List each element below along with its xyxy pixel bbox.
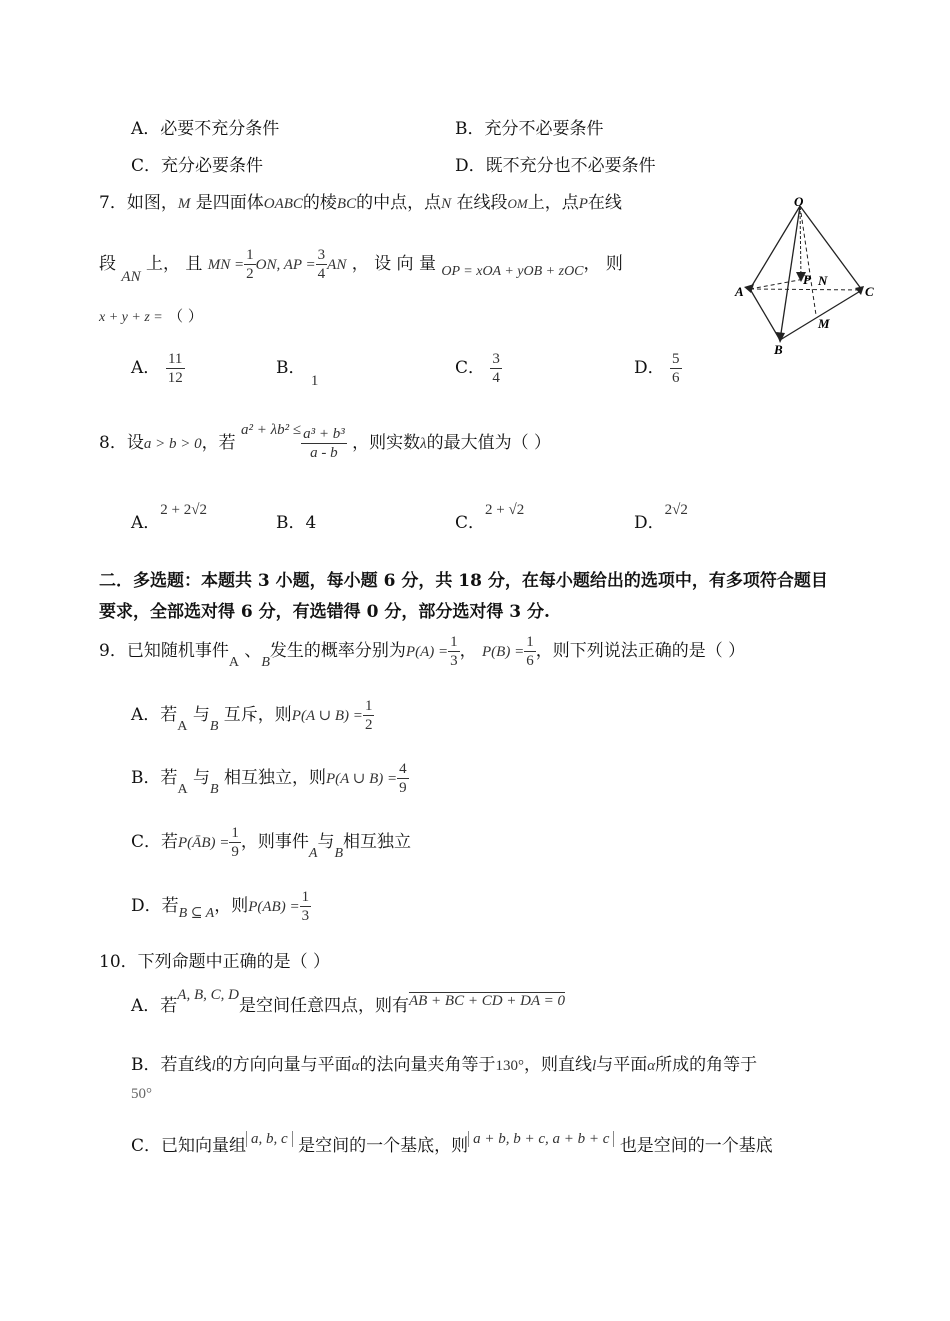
q7-text: 在线 xyxy=(587,193,622,213)
label-n: N xyxy=(818,273,828,288)
segment-op xyxy=(800,206,801,280)
q7-text: 在线段 xyxy=(456,193,508,213)
q8-number: 8．设 xyxy=(99,433,144,453)
q9-option-a: A．若$_A$ 与$_B$ 互斥，则P(A ∪ B) = $\frac{1}{2}$ xyxy=(131,698,373,734)
section2-heading-line2: 要求，全部选对得 6 分，有选错得 0 分，部分选对得 3 分. xyxy=(99,602,550,622)
q7-option-d: D． $\frac{5}{6}$ xyxy=(634,351,680,386)
q7-text: 段 xyxy=(99,254,116,274)
q10-option-b-line1: B．若直线l的方向向量与平面α的法向量夹角等于130°，则直线l与平面α所成的角等于 xyxy=(131,1055,758,1075)
section2-heading-line1: 二．多选题：本题共 3 小题，每小题 6 分，共 18 分，在每小题给出的选项中，有多项符合题目 xyxy=(99,571,828,591)
q7-var-om: OM xyxy=(507,196,528,211)
label-a: A xyxy=(735,284,744,299)
q7-option-b: B． 1 xyxy=(276,358,319,389)
q7-text: 的中点，点 xyxy=(356,193,442,213)
edge-ac xyxy=(750,289,862,290)
q7-fraction-three-quarters: $\frac{3}{4}$ xyxy=(317,247,326,282)
q8-text: ，则实数 xyxy=(352,433,421,453)
label-o: O xyxy=(794,194,804,209)
q8-text: 的最大值为（ ） xyxy=(426,433,552,453)
label-c: C xyxy=(865,284,874,299)
q8-text: ，若 xyxy=(201,433,236,453)
q8-var-lambda: λ xyxy=(420,436,427,452)
q7-expr-ap: ON, AP = xyxy=(255,257,316,273)
q6-option-d: D．既不充分也不必要条件 xyxy=(455,156,656,176)
q9-option-c: C．若P(ĀB) = $\frac{1}{9}$ ，则事件$_A$与$_B$相互独立 xyxy=(131,825,411,861)
q8-option-c: C．2 + √2 xyxy=(455,502,525,533)
q7-var-an2: AN xyxy=(327,257,347,273)
label-b: B xyxy=(774,342,783,357)
tetrahedron-figure xyxy=(730,192,880,357)
q8-lhs-expr: a² + λb² ≤ xyxy=(240,422,302,438)
q7-vector-equation: OP = xOA + yOB + zOC xyxy=(441,264,584,279)
q7-stem-line3 xyxy=(99,305,203,326)
q6-option-a: A．必要不充分条件 xyxy=(131,119,280,139)
q7-var-n: N xyxy=(441,196,452,212)
q7-stem-line1 xyxy=(99,188,622,213)
q7-text: ， 则 xyxy=(583,254,623,274)
q7-var-oabc: OABC xyxy=(263,196,303,212)
q7-text: 是四面体 xyxy=(195,193,264,213)
q10-option-a: A．若A, B, C, D是空间任意四点，则有AB + BC + CD + DA = 0 xyxy=(131,987,565,1016)
q7-text: 上，点 xyxy=(527,193,579,213)
q8-option-d: D．2√2 xyxy=(634,502,688,533)
q7-text: ， 设 向 量 xyxy=(351,254,436,274)
q7-var-p: P xyxy=(578,196,588,212)
q6-option-b: B．充分不必要条件 xyxy=(455,119,604,139)
arrow-oa xyxy=(744,284,754,293)
q7-answer-paren: （ ） xyxy=(168,307,203,325)
q7-expr-mn: MN = xyxy=(207,257,245,273)
q7-var-m: M xyxy=(177,196,191,212)
q9-stem: 9．已知随机事件$_A$ 、$_B$发生的概率分别为P(A) = $\frac{1}{3}$ ， P(B) = $\frac{1}{6}$ ，则下列说法正确的是（ ） xyxy=(99,634,746,670)
q7-text: 上， 且 xyxy=(145,254,203,274)
q8-stem xyxy=(99,418,551,469)
q7-option-c: C． $\frac{3}{4}$ xyxy=(455,351,500,386)
label-m: M xyxy=(818,316,830,331)
q6-option-c: C．充分必要条件 xyxy=(131,156,264,176)
q7-var-bc: BC xyxy=(336,196,357,212)
q8-option-b: B．4 xyxy=(276,513,317,533)
q7-sum-expr: x + y + z = xyxy=(99,310,163,325)
q7-fraction-half: $\frac{1}{2}$ xyxy=(246,247,254,282)
q9-option-d: D．若$_{B ⊆ A}$，则P(AB) = $\frac{1}{3}$ xyxy=(131,889,310,924)
q7-number: 7．如图， xyxy=(99,193,178,213)
edge-ab xyxy=(750,289,780,340)
label-p: P xyxy=(803,272,811,287)
q7-stem-line2 xyxy=(99,244,623,286)
edge-bc xyxy=(780,290,862,340)
segment-om xyxy=(800,206,816,315)
edge-oa xyxy=(750,206,800,289)
q8-condition: a > b > 0 xyxy=(143,436,202,452)
q8-fraction: $\frac{\text{a³ + b³}}{a - b}$ xyxy=(303,426,345,461)
q7-text: 的棱 xyxy=(302,193,337,213)
q7-option-a: A． $\frac{11}{12}$ xyxy=(131,351,183,386)
q10-stem: 10．下列命题中正确的是（ ） xyxy=(99,952,331,972)
q7-var-an: AN xyxy=(121,269,141,285)
q9-option-b: B．若$_A$ 与$_B$ 相互独立，则P(A ∪ B) = $\frac{4}{9}$ xyxy=(131,761,407,797)
q8-option-a: A．2 + 2√2 xyxy=(131,502,207,533)
q10-option-b-line2: 50° xyxy=(131,1086,152,1102)
q10-option-c: C．已知向量组 a, b, c 是空间的一个基底，则 a + b, b + c, a + b + c 也是空间的一个基底 xyxy=(131,1131,773,1156)
